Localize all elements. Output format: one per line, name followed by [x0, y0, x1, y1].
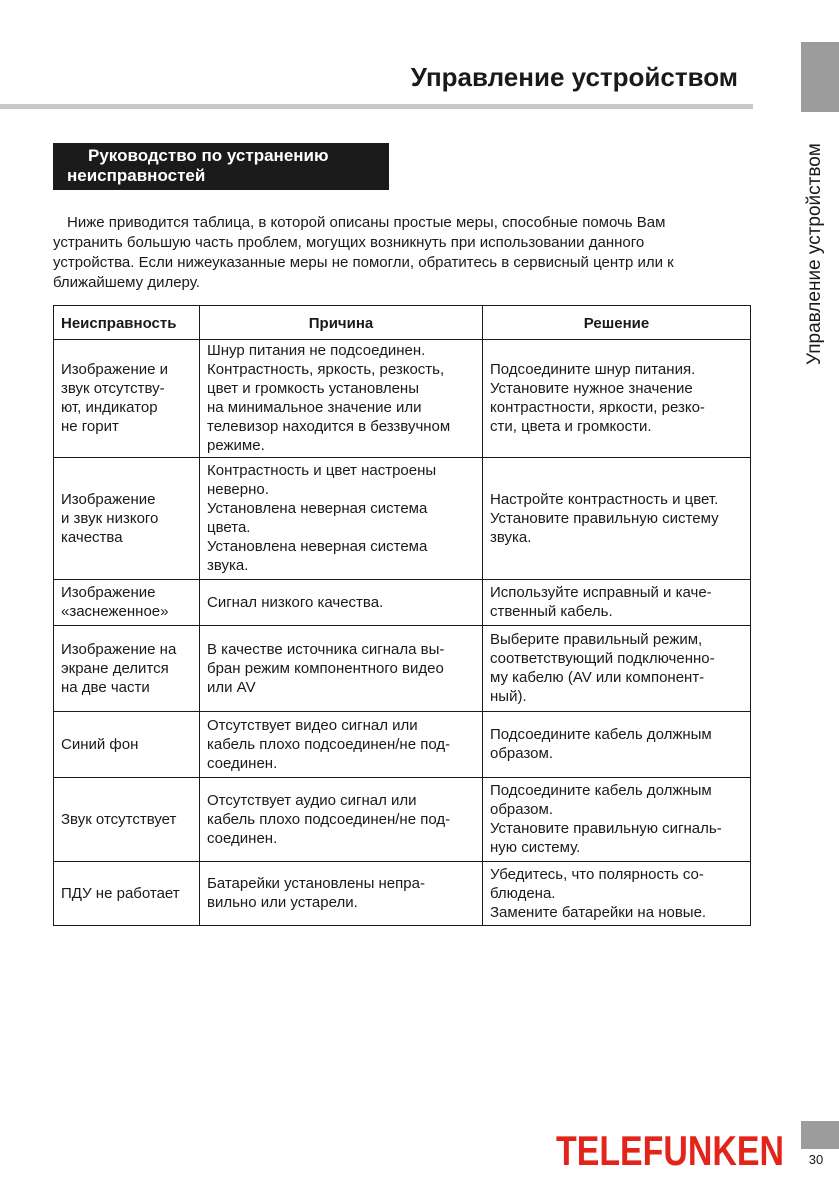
cell-line: ют, индикатор [61, 399, 158, 416]
cell-line: «заснеженное» [61, 603, 169, 620]
cell-line: Синий фон [61, 735, 139, 753]
cell-line: Контрастность и цвет настроены [207, 462, 437, 479]
table-row [54, 340, 751, 458]
cell-line: и звук низкого [61, 509, 159, 527]
cell-cause [200, 626, 483, 712]
cell-line: Изображение на [61, 640, 177, 658]
table-row [54, 778, 751, 862]
cell-line: звук отсутству- [61, 380, 165, 397]
cell-line: ную систему. [490, 839, 581, 856]
cell-cause [200, 580, 483, 626]
cell-solution [483, 458, 751, 580]
cell-line: Отсутствует аудио сигнал или [207, 791, 417, 809]
cell-line: Изображение [61, 584, 156, 601]
cell-line: му кабелю (AV или компонент- [490, 669, 705, 686]
cell-line: контрастности, яркости, резко- [490, 399, 705, 416]
cell-cause [200, 458, 483, 580]
cell-line: режиме. [207, 437, 265, 454]
cell-line: образом. [490, 745, 553, 762]
cell-fault [54, 712, 200, 778]
cell-line: на минимальное значение или [207, 399, 422, 416]
cell-cause [200, 862, 483, 926]
cell-line: Изображение и [61, 361, 169, 378]
cell-line: Установите нужное значение [490, 380, 693, 397]
column-header-solution: Решение [483, 306, 751, 340]
table-row [54, 862, 751, 926]
cell-line: Шнур питания не подсоединен. [207, 342, 426, 359]
cell-fault [54, 340, 200, 458]
cell-line: Изображение [61, 490, 156, 508]
cell-line: Контрастность, яркость, резкость, [207, 361, 445, 378]
cell-line: звука. [490, 528, 532, 546]
cell-line: Установите правильную систему [490, 509, 719, 527]
cell-fault [54, 626, 200, 712]
table-row [54, 626, 751, 712]
cell-solution [483, 580, 751, 626]
cell-line: телевизор находится в беззвучном [207, 418, 451, 435]
cell-line: Звук отсутствует [61, 810, 177, 828]
cell-solution [483, 778, 751, 862]
cell-line: Используйте исправный и каче- [490, 584, 712, 601]
cell-line: Настройте контрастность и цвет. [490, 490, 719, 508]
cell-line: соединен. [207, 829, 278, 847]
table-row [54, 458, 751, 580]
side-tab [801, 42, 839, 112]
cell-line: Убедитесь, что полярность со- [490, 865, 704, 883]
cell-line: Сигнал низкого качества. [207, 593, 384, 611]
section-title [53, 143, 389, 190]
page-number-tab [801, 1121, 839, 1149]
cell-solution [483, 712, 751, 778]
cell-cause [200, 712, 483, 778]
cell-line: кабель плохо подсоединен/не под- [207, 735, 451, 753]
cell-line: неверно. [207, 481, 269, 498]
cell-line: кабель плохо подсоединен/не под- [207, 810, 451, 828]
cell-line: Замените батарейки на новые. [490, 903, 707, 921]
header-rule [0, 104, 753, 109]
column-header-fault: Неисправность [54, 306, 200, 340]
cell-cause [200, 340, 483, 458]
cell-line: Подсоедините кабель должным [490, 726, 712, 743]
cell-solution [483, 862, 751, 926]
intro-paragraph [53, 213, 753, 293]
cell-line: цвета. [207, 519, 251, 536]
cell-line: блюдена. [490, 884, 556, 902]
cell-line: Установлена неверная система [207, 500, 428, 517]
cell-line: соответствующий подключенно- [490, 650, 715, 667]
troubleshooting-table [53, 305, 751, 926]
cell-line: бран режим компонентного видео [207, 659, 444, 677]
intro-line: устройства. Если нижеуказанные меры не помогли, обратитесь в сервисный центр или к [53, 254, 674, 271]
intro-line: устранить большую часть проблем, могущих возникнуть при использовании данного [53, 234, 645, 251]
cell-line: Выберите правильный режим, [490, 631, 703, 648]
cell-line: Батарейки установлены непра- [207, 875, 425, 892]
cell-line: Подсоедините шнур питания. [490, 361, 696, 378]
cell-line: сти, цвета и громкости. [490, 418, 652, 435]
cell-line: цвет и громкость установлены [207, 380, 419, 397]
cell-line: или AV [207, 678, 256, 696]
cell-line: не горит [61, 418, 119, 435]
column-header-cause: Причина [200, 306, 483, 340]
cell-line: ПДУ не работает [61, 884, 180, 902]
intro-line: Ниже приводится таблица, в которой описаны простые меры, способные помочь Вам [67, 214, 666, 231]
brand-logo [556, 1125, 786, 1173]
cell-line: ственный кабель. [490, 603, 613, 620]
cell-line: соединен. [207, 754, 278, 772]
page-header-title: Управление устройством [410, 62, 738, 92]
brand-logo-svg [556, 1125, 786, 1173]
cell-line: Установите правильную сигналь- [490, 820, 722, 837]
side-label: Управление устройством [804, 143, 825, 365]
cell-fault [54, 862, 200, 926]
cell-line: образом. [490, 801, 553, 818]
cell-cause [200, 778, 483, 862]
cell-line: звука. [207, 557, 249, 574]
section-title-line: неисправностей [67, 166, 206, 185]
table-row [54, 712, 751, 778]
cell-solution [483, 340, 751, 458]
intro-line: ближайшему дилеру. [53, 274, 200, 291]
cell-fault [54, 458, 200, 580]
cell-solution [483, 626, 751, 712]
cell-line: качества [61, 528, 123, 546]
cell-line: Подсоедините кабель должным [490, 782, 712, 799]
page-number: 30 [808, 1152, 824, 1167]
cell-line: экране делится [61, 659, 169, 677]
cell-line: В качестве источника сигнала вы- [207, 640, 445, 658]
cell-line: Отсутствует видео сигнал или [207, 716, 418, 734]
cell-fault [54, 778, 200, 862]
cell-line: вильно или устарели. [207, 894, 358, 911]
cell-line: Установлена неверная система [207, 538, 428, 555]
cell-line: ный). [490, 688, 527, 705]
section-title-line: Руководство по устранению [88, 146, 329, 165]
cell-fault [54, 580, 200, 626]
table-row [54, 580, 751, 626]
brand-logo-text: TELEFUNKEN [556, 1127, 784, 1173]
cell-line: на две части [61, 678, 150, 696]
table-header-row [54, 306, 751, 340]
